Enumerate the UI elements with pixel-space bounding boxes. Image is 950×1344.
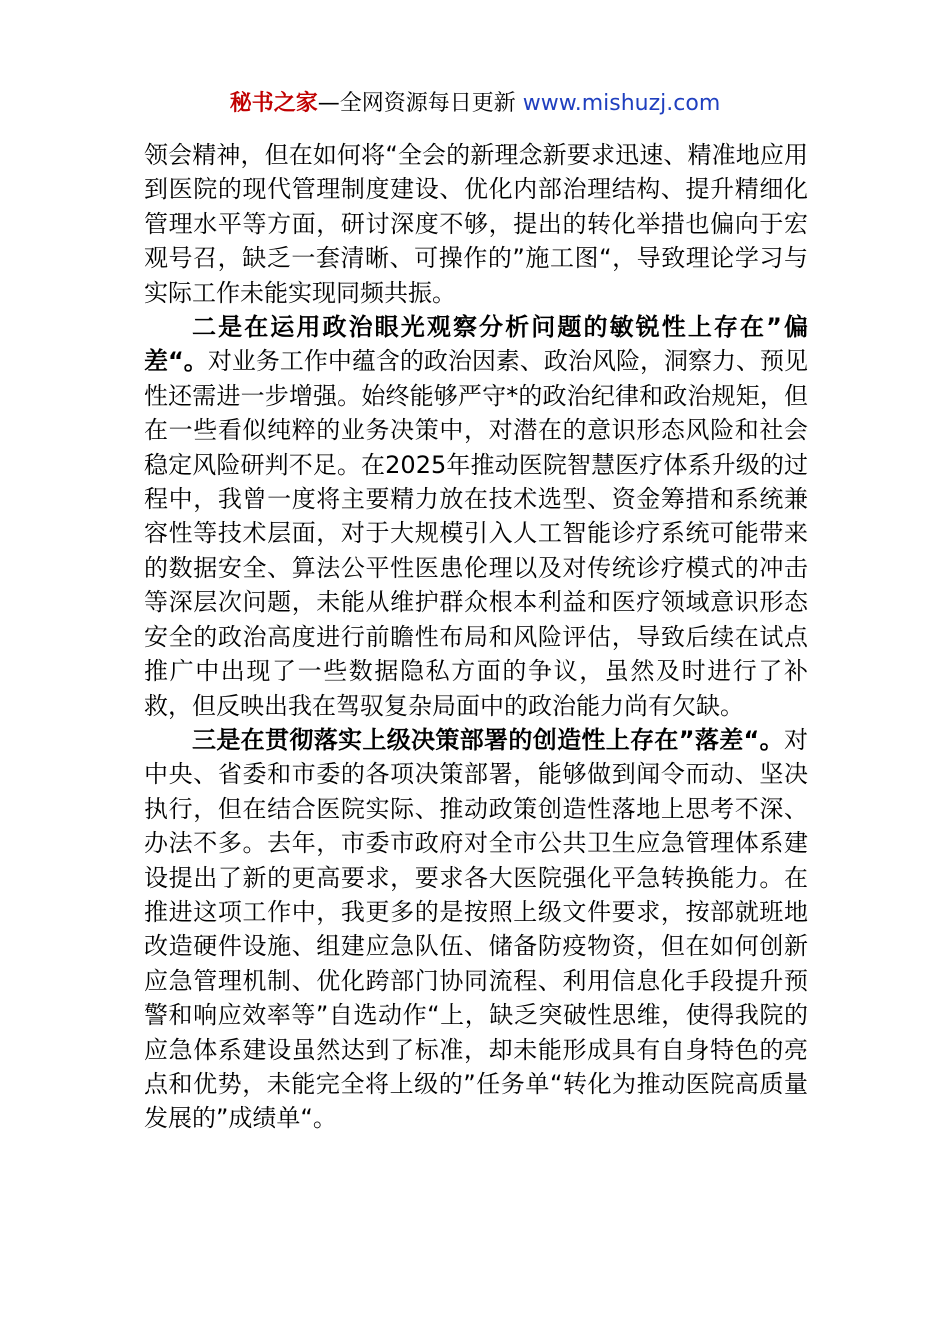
document-body (144, 138, 808, 1136)
paragraph-1 (144, 138, 808, 310)
paragraph-body: 领会精神，但在如何将“全会的新理念新要求迅速、精准地应用到医院的现代管理制度建设、优化内部治理结构、提升精细化管理水平等方面，研讨深度不够，提出的转化举措也偏向于宏观号召，缺乏一套清晰、可操作的”施工图“，导致理论学习与实际工作未能实现同频共振。 (144, 141, 808, 307)
paragraph-3 (144, 723, 808, 1136)
header-tagline: —全网资源每日更新 (317, 91, 523, 116)
paragraph-body: 对中央、省委和市委的各项决策部署，能够做到闻令而动、坚决执行，但在结合医院实际、推动政策创造性落地上思考不深、办法不多。去年，市委市政府对全市公共卫生应急管理体系建设提出了新的更高要求，要求各大医院强化平急转换能力。在推进这项工作中，我更多的是按照上级文件要求，按部就班地改造硬件设施、组建应急队伍、储备防疫物资，但在如何创新应急管理机制、优化跨部门协同流程、利用信息化手段提升预警和响应效率等”自选动作“上，缺乏突破性思维，使得我院的应急体系建设虽然达到了标准，却未能形成具有自身特色的亮点和优势，未能完全将上级的”任务单“转化为推动医院高质量发展的”成绩单“。 (144, 725, 808, 1133)
paragraph-2 (144, 310, 808, 723)
site-url[interactable]: www.mishuzj.com (522, 91, 721, 116)
paragraph-heading: 二是在运用政治眼光观察分析问题的敏锐性上存在”偏差“。 (144, 313, 808, 376)
paragraph-heading: 三是在贯彻落实上级决策部署的创造性上存在”落差“。 (192, 725, 784, 754)
paragraph-body: 对业务工作中蕴含的政治因素、政治风险，洞察力、预见性还需进一步增强。始终能够严守*的政治纪律和政治规矩，但在一些看似纯粹的业务决策中，对潜在的意识形态风险和社会稳定风险研判不足。在2025年推动医院智慧医疗体系升级的过程中，我曾一度将主要精力放在技术选型、资金筹措和系统兼容性等技术层面，对于大规模引入人工智能诊疗系统可能带来的数据安全、算法公平性医患伦理以及对传统诊疗模式的冲击等深层次问题，未能从维护群众根本利益和医疗领域意识形态安全的政治高度进行前瞻性布局和风险评估，导致后续在试点推广中出现了一些数据隐私方面的争议，虽然及时进行了补救，但反映出我在驾驭复杂局面中的政治能力尚有欠缺。 (144, 347, 809, 720)
brand-name: 秘书之家 (229, 91, 318, 116)
page-header (0, 88, 950, 120)
